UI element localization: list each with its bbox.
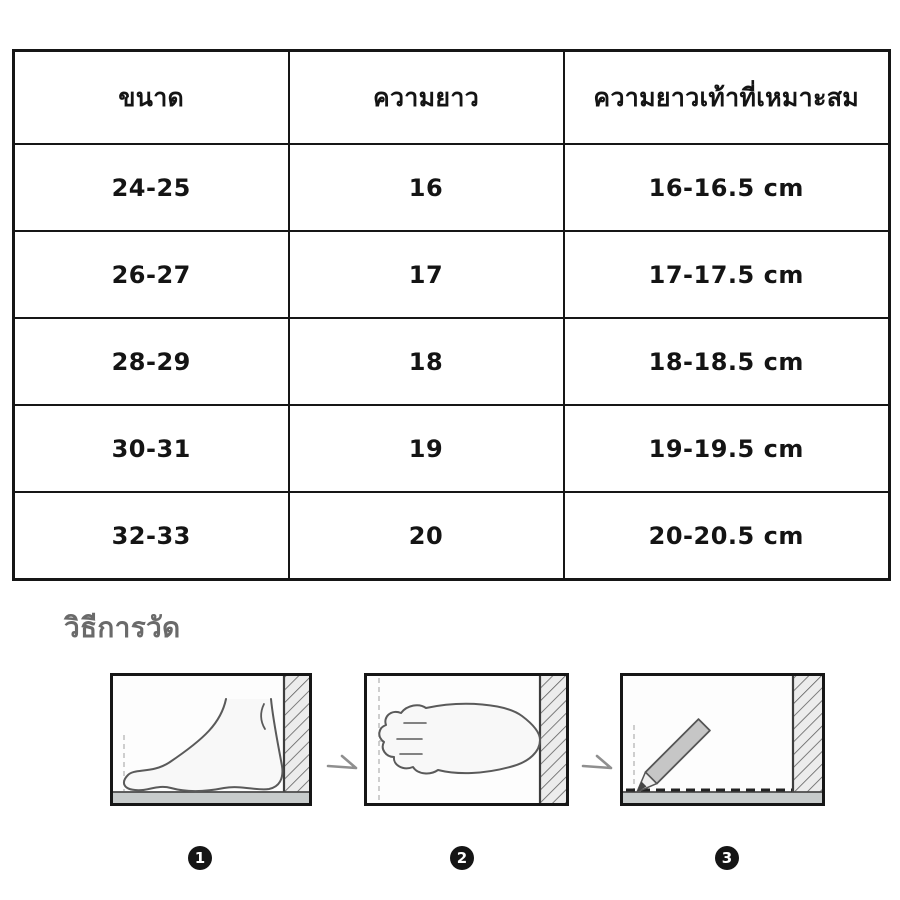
- col-header-length: ความยาว: [289, 51, 564, 145]
- cell-length: 17: [289, 231, 564, 318]
- cell-length: 18: [289, 318, 564, 405]
- cell-foot-length: 18-18.5 cm: [564, 318, 890, 405]
- cell-foot-length: 17-17.5 cm: [564, 231, 890, 318]
- cell-size: 30-31: [14, 405, 289, 492]
- floor: [113, 792, 309, 803]
- cell-length: 19: [289, 405, 564, 492]
- step-3-badge: 3: [715, 846, 739, 870]
- step-1-badge: 1: [188, 846, 212, 870]
- step-2-badge: 2: [450, 846, 474, 870]
- size-table: [12, 49, 891, 581]
- table-row: [14, 405, 890, 492]
- cell-size: 32-33: [14, 492, 289, 580]
- foot-side-view-illustration: [110, 673, 312, 806]
- arrow-right-icon: [326, 752, 360, 776]
- cell-length: 16: [289, 144, 564, 231]
- cell-size: 24-25: [14, 144, 289, 231]
- measure-method-title: วิธีการวัด: [64, 611, 181, 644]
- table-row: [14, 231, 890, 318]
- cell-length: 20: [289, 492, 564, 580]
- wall-hatch: [540, 676, 566, 803]
- table-row: [14, 144, 890, 231]
- pencil-marking-illustration: [620, 673, 825, 806]
- cell-foot-length: 19-19.5 cm: [564, 405, 890, 492]
- cell-size: 28-29: [14, 318, 289, 405]
- table-row: [14, 318, 890, 405]
- table-row: [14, 492, 890, 580]
- cell-foot-length: 20-20.5 cm: [564, 492, 890, 580]
- cell-foot-length: 16-16.5 cm: [564, 144, 890, 231]
- wall-hatch: [284, 676, 309, 792]
- arrow-right-icon: [581, 752, 615, 776]
- col-header-size: ขนาด: [14, 51, 289, 145]
- col-header-foot-length: ความยาวเท้าที่เหมาะสม: [564, 51, 890, 145]
- wall-hatch: [793, 676, 822, 792]
- foot-top-view-illustration: [364, 673, 569, 806]
- cell-size: 26-27: [14, 231, 289, 318]
- floor: [623, 792, 822, 803]
- table-header-row: [14, 51, 890, 145]
